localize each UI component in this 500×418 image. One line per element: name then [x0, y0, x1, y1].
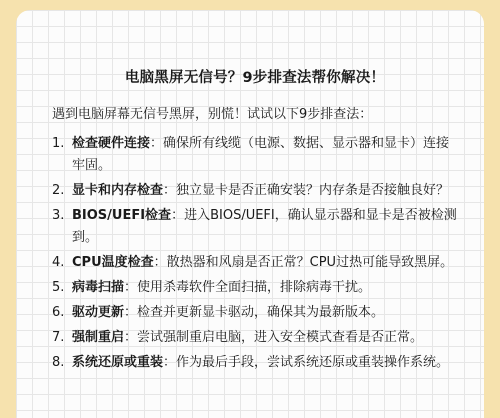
step-separator: ： [124, 330, 138, 345]
step-number: 2. [52, 183, 65, 198]
step-number: 5. [52, 280, 65, 295]
step-text [72, 352, 458, 374]
step-number: 1. [52, 136, 65, 151]
step-label: 检查硬件连接 [72, 136, 151, 151]
step-description: 使用杀毒软件全面扫描，排除病毒干扰。 [137, 280, 372, 295]
step-text [72, 180, 458, 202]
step-number: 3. [52, 208, 65, 223]
step-separator: ： [153, 255, 167, 270]
step-text [72, 277, 458, 299]
step-text [72, 133, 458, 177]
step-number: 7. [52, 330, 65, 345]
intro-text: 遇到电脑屏幕无信号黑屏，别慌！试试以下9步排查法： [52, 107, 373, 122]
step-label: BIOS/UEFI检查 [72, 208, 172, 223]
step-description: 进入BIOS/UEFI，确认显示器和显卡是否被检测到。 [72, 208, 457, 245]
step-separator: ： [163, 183, 177, 198]
list-item [52, 327, 458, 349]
step-label: 驱动更新 [72, 305, 125, 320]
step-description: 检查并更新显卡驱动，确保其为最新版本。 [137, 305, 385, 320]
step-label: 显卡和内存检查 [72, 183, 164, 198]
steps-list [52, 133, 458, 374]
step-text [72, 252, 458, 274]
step-text [72, 205, 458, 249]
list-item [52, 352, 458, 374]
list-item [52, 205, 458, 249]
step-label: CPU温度检查 [72, 255, 154, 270]
step-description: 确保所有线缆（电源、数据、显示器和显卡）连接牢固。 [72, 136, 450, 173]
step-label: 强制重启 [72, 330, 125, 345]
list-item [52, 277, 458, 299]
step-label: 系统还原或重装 [72, 355, 164, 370]
document-title: 电脑黑屏无信号？9步排查法帮你解决！ [124, 70, 386, 86]
list-item [52, 180, 458, 202]
step-number: 6. [52, 305, 65, 320]
step-separator: ： [124, 280, 138, 295]
step-number: 8. [52, 355, 65, 370]
step-number: 4. [52, 255, 65, 270]
step-separator: ： [124, 305, 138, 320]
step-description: 作为最后手段，尝试系统还原或重装操作系统。 [176, 355, 450, 370]
step-separator: ： [163, 355, 177, 370]
list-item [52, 133, 458, 177]
step-text [72, 327, 458, 349]
step-description: 散热器和风扇是否正常？CPU过热可能导致黑屏。 [166, 255, 454, 270]
step-separator: ： [150, 136, 164, 151]
step-description: 独立显卡是否正确安装？内存条是否接触良好？ [176, 183, 450, 198]
list-item [52, 252, 458, 274]
list-item [52, 302, 458, 324]
grid-paper-card [16, 10, 484, 418]
step-separator: ： [171, 208, 185, 223]
step-text [72, 302, 458, 324]
step-description: 尝试强制重启电脑，进入安全模式查看是否正常。 [137, 330, 424, 345]
step-label: 病毒扫描 [72, 280, 125, 295]
